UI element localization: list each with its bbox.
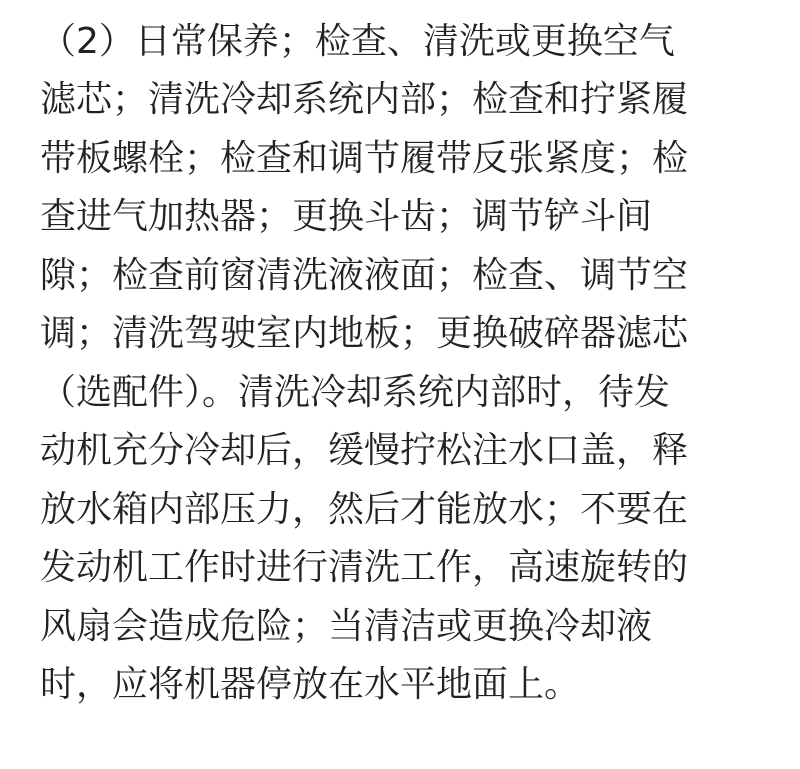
text-line: 放水箱内部压力，然后才能放水；不要在 — [40, 489, 689, 530]
text-line: 调；清洗驾驶室内地板；更换破碎器滤芯 — [40, 313, 689, 354]
text-line: 滤芯；清洗冷却系统内部；检查和拧紧履 — [40, 79, 689, 120]
text-line: （选配件）。清洗冷却系统内部时，待发 — [40, 372, 671, 413]
text-line: 发动机工作时进行清洗工作，高速旋转的 — [40, 547, 689, 588]
text-line: 时，应将机器停放在水平地面上。 — [40, 664, 581, 705]
text-line: 动机充分冷却后，缓慢拧松注水口盖，释 — [40, 430, 689, 471]
text-line: 带板螺栓；检查和调节履带反张紧度；检 — [40, 138, 689, 179]
text-line: （2）日常保养；检查、清洗或更换空气 — [40, 21, 675, 62]
text-line: 查进气加热器；更换斗齿；调节铲斗间 — [40, 196, 653, 237]
text-line: 风扇会造成危险；当清洁或更换冷却液 — [40, 606, 653, 647]
text-line: 隙；检查前窗清洗液液面；检查、调节空 — [40, 255, 689, 296]
